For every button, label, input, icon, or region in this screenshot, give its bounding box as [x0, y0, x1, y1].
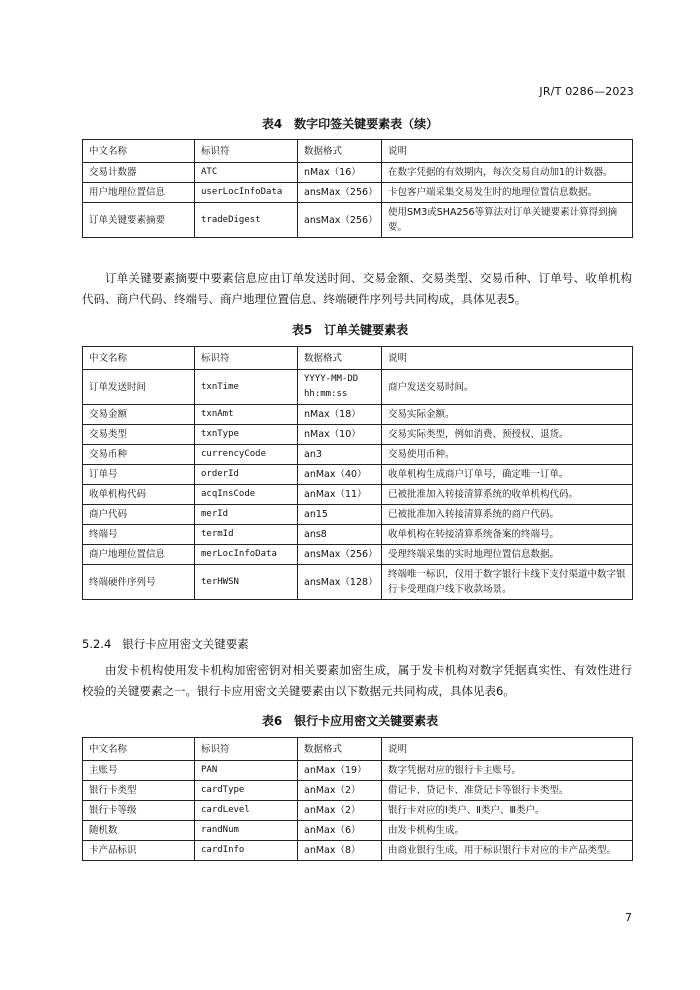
table-row — [83, 163, 633, 183]
cell-chinese-name: 交易类型 — [83, 425, 195, 445]
cell-format: ans8 — [298, 525, 382, 545]
cell-identifier: txnTime — [195, 370, 298, 405]
table-row — [83, 445, 633, 465]
cell-format: nMax（16） — [298, 163, 382, 183]
table6-title: 表6 银行卡应用密文关键要素表 — [261, 714, 439, 728]
table5 — [82, 346, 633, 600]
cell-chinese-name: 交易金额 — [83, 405, 195, 425]
cell-identifier: txnAmt — [195, 405, 298, 425]
page-number: 7 — [625, 911, 632, 924]
cell-description: 交易实际金额。 — [382, 405, 633, 425]
cell-chinese-name: 商户地理位置信息 — [83, 545, 195, 565]
cell-chinese-name: 订单关键要素摘要 — [83, 203, 195, 238]
column-header: 标识符 — [195, 140, 298, 163]
cell-format: anMax（19） — [298, 761, 382, 781]
section-title: 银行卡应用密文关键要素 — [122, 637, 249, 651]
cell-chinese-name: 主账号 — [83, 761, 195, 781]
cell-identifier: ATC — [195, 163, 298, 183]
cell-chinese-name: 终端号 — [83, 525, 195, 545]
cell-description: 交易使用币种。 — [382, 445, 633, 465]
cell-chinese-name: 银行卡等级 — [83, 801, 195, 821]
cell-description: 商户发送交易时间。 — [382, 370, 633, 405]
cell-format: an15 — [298, 505, 382, 525]
cell-description: 交易实际类型，例如消费、预授权、退货。 — [382, 425, 633, 445]
cell-format: nMax（10） — [298, 425, 382, 445]
cell-description: 收单机构在转接清算系统备案的终端号。 — [382, 525, 633, 545]
cell-identifier: currencyCode — [195, 445, 298, 465]
cell-identifier: cardLevel — [195, 801, 298, 821]
cell-identifier: cardInfo — [195, 841, 298, 861]
table-row — [83, 565, 633, 600]
cell-description: 已被批准加入转接清算系统的商户代码。 — [382, 505, 633, 525]
cell-identifier: userLocInfoData — [195, 183, 298, 203]
cell-chinese-name: 订单号 — [83, 465, 195, 485]
table-row — [83, 821, 633, 841]
cell-format: ansMax（128） — [298, 565, 382, 600]
cell-description: 借记卡、贷记卡、准贷记卡等银行卡类型。 — [382, 781, 633, 801]
cell-format: anMax（2） — [298, 781, 382, 801]
cell-identifier: merId — [195, 505, 298, 525]
paragraph-order-digest: 订单关键要素摘要中要素信息应由订单发送时间、交易金额、交易类型、交易币种、订单号、收单机构代码、商户代码、终端号、商户地理位置信息、终端硬件序列号共同构成，具体见表5。 — [82, 271, 632, 306]
table-row — [83, 761, 633, 781]
cell-format: ansMax（256） — [298, 545, 382, 565]
column-header: 说明 — [382, 738, 633, 761]
cell-identifier: cardType — [195, 781, 298, 801]
cell-description: 银行卡对应的Ⅰ类户、Ⅱ类户、Ⅲ类户。 — [382, 801, 633, 821]
cell-identifier: tradeDigest — [195, 203, 298, 238]
table-header-row — [83, 140, 633, 163]
cell-format: nMax（18） — [298, 405, 382, 425]
cell-format: anMax（8） — [298, 841, 382, 861]
cell-chinese-name: 订单发送时间 — [83, 370, 195, 405]
cell-description: 卡包客户端采集交易发生时的地理位置信息数据。 — [382, 183, 633, 203]
column-header: 数据格式 — [298, 347, 382, 370]
cell-format: YYYY-MM-DD hh:mm:ss — [298, 370, 382, 405]
cell-description: 已被批准加入转接清算系统的收单机构代码。 — [382, 485, 633, 505]
table-row — [83, 525, 633, 545]
standard-code: JR/T 0286—2023 — [539, 85, 634, 98]
table4-title: 表4 数字印签关键要素表（续） — [261, 117, 439, 131]
cell-chinese-name: 交易币种 — [83, 445, 195, 465]
table-row — [83, 801, 633, 821]
column-header: 说明 — [382, 347, 633, 370]
column-header: 标识符 — [195, 738, 298, 761]
cell-chinese-name: 卡产品标识 — [83, 841, 195, 861]
cell-format: ansMax（256） — [298, 183, 382, 203]
cell-chinese-name: 交易计数器 — [83, 163, 195, 183]
cell-identifier: termId — [195, 525, 298, 545]
table-row — [83, 841, 633, 861]
cell-description: 受理终端采集的实时地理位置信息数据。 — [382, 545, 633, 565]
column-header: 数据格式 — [298, 140, 382, 163]
cell-description: 由商业银行生成，用于标识银行卡对应的卡产品类型。 — [382, 841, 633, 861]
table-row — [83, 545, 633, 565]
cell-chinese-name: 商户代码 — [83, 505, 195, 525]
cell-identifier: terHWSN — [195, 565, 298, 600]
cell-format: anMax（11） — [298, 485, 382, 505]
cell-chinese-name: 随机数 — [83, 821, 195, 841]
cell-format: anMax（40） — [298, 465, 382, 485]
cell-identifier: PAN — [195, 761, 298, 781]
cell-format: anMax（6） — [298, 821, 382, 841]
table-row — [83, 203, 633, 238]
section-heading — [82, 636, 249, 652]
cell-chinese-name: 收单机构代码 — [83, 485, 195, 505]
section-number: 5.2.4 — [82, 637, 112, 651]
cell-chinese-name: 银行卡类型 — [83, 781, 195, 801]
cell-identifier: merLocInfoData — [195, 545, 298, 565]
column-header: 中文名称 — [83, 738, 195, 761]
cell-format: ansMax（256） — [298, 203, 382, 238]
paragraph-card-cryptogram: 由发卡机构使用发卡机构加密密钥对相关要素加密生成，属于发卡机构对数字凭据真实性、有效性进行校验的关键要素之一。银行卡应用密文关键要素由以下数据元共同构成，具体见表6。 — [82, 663, 632, 698]
table5-title: 表5 订单关键要素表 — [291, 323, 409, 337]
table6 — [82, 737, 633, 861]
table-row — [83, 485, 633, 505]
cell-identifier: randNum — [195, 821, 298, 841]
table-row — [83, 425, 633, 445]
table-header-row — [83, 738, 633, 761]
table-row — [83, 183, 633, 203]
cell-description: 由发卡机构生成。 — [382, 821, 633, 841]
cell-description: 数字凭据对应的银行卡主账号。 — [382, 761, 633, 781]
cell-description: 在数字凭据的有效期内，每次交易自动加1的计数器。 — [382, 163, 633, 183]
table-row — [83, 781, 633, 801]
table4 — [82, 139, 633, 238]
column-header: 数据格式 — [298, 738, 382, 761]
cell-description: 终端唯一标识，仅用于数字银行卡线下支付渠道中数字银行卡受理商户线下收款场景。 — [382, 565, 633, 600]
column-header: 中文名称 — [83, 347, 195, 370]
cell-identifier: txnType — [195, 425, 298, 445]
table-row — [83, 370, 633, 405]
cell-identifier: orderId — [195, 465, 298, 485]
cell-description: 收单机构生成商户订单号，确定唯一订单。 — [382, 465, 633, 485]
table-row — [83, 405, 633, 425]
cell-chinese-name: 用户地理位置信息 — [83, 183, 195, 203]
cell-description: 使用SM3或SHA256等算法对订单关键要素计算得到摘要。 — [382, 203, 633, 238]
table-row — [83, 465, 633, 485]
cell-format: an3 — [298, 445, 382, 465]
cell-chinese-name: 终端硬件序列号 — [83, 565, 195, 600]
cell-identifier: acqInsCode — [195, 485, 298, 505]
column-header: 中文名称 — [83, 140, 195, 163]
table-header-row — [83, 347, 633, 370]
column-header: 说明 — [382, 140, 633, 163]
table-row — [83, 505, 633, 525]
cell-format: anMax（2） — [298, 801, 382, 821]
column-header: 标识符 — [195, 347, 298, 370]
